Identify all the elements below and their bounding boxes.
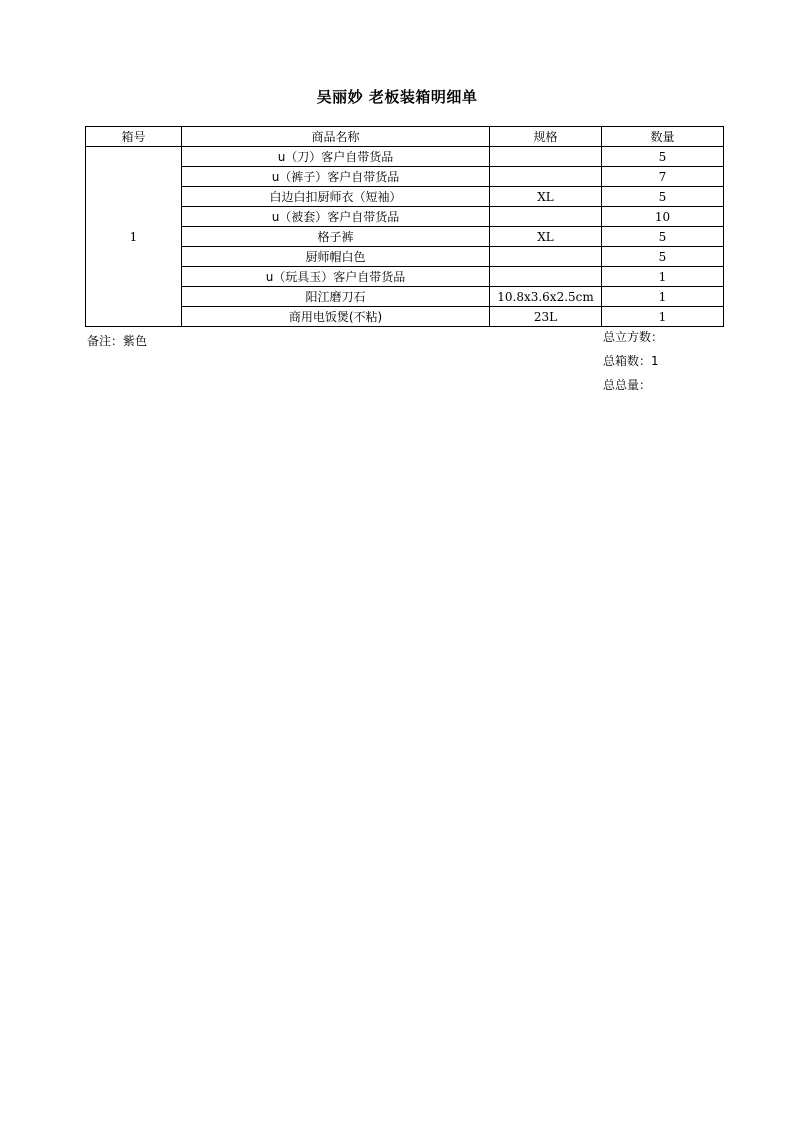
- table-row: [86, 167, 724, 187]
- quantity-cell: 7: [602, 167, 724, 187]
- product-name-cell: 厨师帽白色: [182, 247, 490, 267]
- box-number-cell: 1: [86, 147, 182, 327]
- spec-cell: [490, 247, 602, 267]
- product-name-cell: u（裤子）客户自带货品: [182, 167, 490, 187]
- total-volume: 总立方数：: [603, 330, 664, 344]
- spec-cell: 10.8x3.6x2.5cm: [490, 287, 602, 307]
- quantity-cell: 1: [602, 287, 724, 307]
- quantity-cell: 10: [602, 207, 724, 227]
- table-row: [86, 207, 724, 227]
- table-row: [86, 147, 724, 167]
- document-title: 吴丽妙 老板装箱明细单: [316, 88, 478, 106]
- header-spec: 规格: [490, 127, 602, 147]
- spec-cell: 23L: [490, 307, 602, 327]
- table-row: [86, 267, 724, 287]
- quantity-cell: 5: [602, 227, 724, 247]
- spec-cell: XL: [490, 227, 602, 247]
- spec-cell: [490, 167, 602, 187]
- packing-table: [85, 126, 724, 327]
- table-row: [86, 307, 724, 327]
- header-quantity: 数量: [602, 127, 724, 147]
- table-row: [86, 247, 724, 267]
- table-row: [86, 227, 724, 247]
- remark-note: 备注：紫色: [87, 334, 148, 348]
- product-name-cell: 商用电饭煲(不粘): [182, 307, 490, 327]
- spec-cell: [490, 267, 602, 287]
- quantity-cell: 5: [602, 147, 724, 167]
- table-row: [86, 287, 724, 307]
- total-boxes: 总箱数：1: [603, 354, 659, 368]
- table-header-row: [86, 127, 724, 147]
- total-weight: 总总量：: [603, 378, 652, 392]
- spec-cell: [490, 207, 602, 227]
- quantity-cell: 1: [602, 267, 724, 287]
- header-box-no: 箱号: [86, 127, 182, 147]
- quantity-cell: 5: [602, 187, 724, 207]
- product-name-cell: 白边白扣厨师衣（短袖）: [182, 187, 490, 207]
- summary-block: [603, 329, 663, 401]
- header-product-name: 商品名称: [182, 127, 490, 147]
- product-name-cell: 格子裤: [182, 227, 490, 247]
- quantity-cell: 1: [602, 307, 724, 327]
- spec-cell: XL: [490, 187, 602, 207]
- product-name-cell: u（被套）客户自带货品: [182, 207, 490, 227]
- product-name-cell: 阳江磨刀石: [182, 287, 490, 307]
- product-name-cell: u（刀）客户自带货品: [182, 147, 490, 167]
- product-name-cell: u（玩具玉）客户自带货品: [182, 267, 490, 287]
- table-row: [86, 187, 724, 207]
- quantity-cell: 5: [602, 247, 724, 267]
- spec-cell: [490, 147, 602, 167]
